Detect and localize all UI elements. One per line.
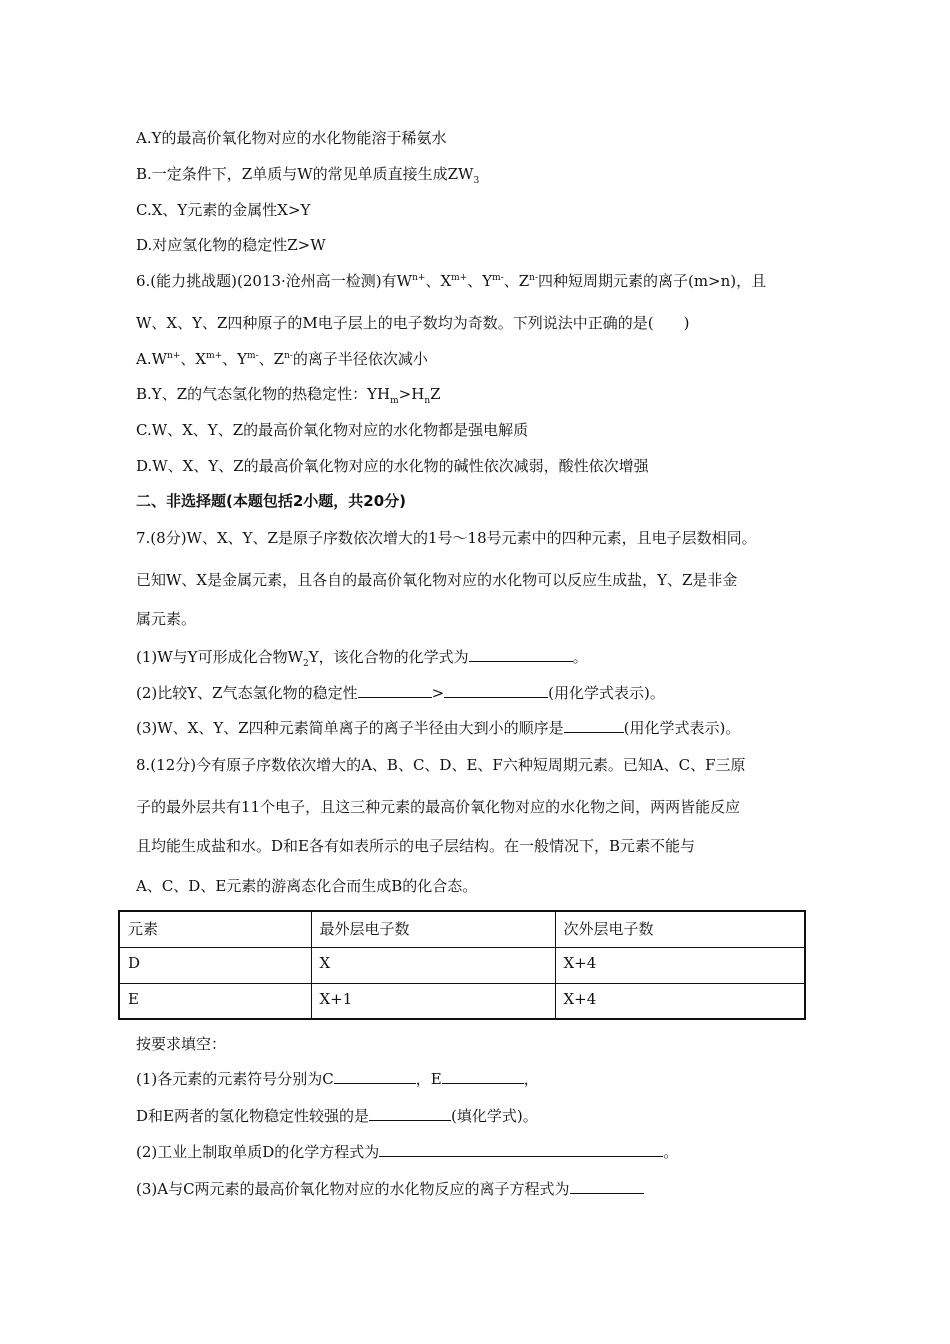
table-header-cell: 元素 [119, 911, 311, 947]
q7p2-text-3: (用化学式表示)。 [548, 684, 665, 702]
q8p1-answer-blank-e[interactable] [442, 1069, 524, 1084]
q6b-sub-2: n [424, 396, 431, 406]
q7p1-text-1: (1)W与Y可形成化合物W [136, 648, 303, 666]
q8-part-1 [136, 1069, 539, 1089]
q8p1-text-2: ，E [415, 1070, 442, 1088]
q6-stem-line2: W、X、Y、Z四种原子的M电子层上的电子数均为奇数。下列说法中正确的是( ) [136, 314, 690, 332]
q6b-text-2: >H [398, 385, 425, 403]
q8p1-text-1: (1)各元素的元素符号分别为C [136, 1070, 334, 1088]
q5-option-d: D.对应氢化物的稳定性Z>W [136, 236, 326, 254]
q5-option-b [136, 164, 479, 184]
table-row [119, 983, 805, 1019]
q7-stem-line1: 7.(8分)W、X、Y、Z是原子序数依次增大的1号～18号元素中的四种元素，且电子层数相同。 [136, 529, 757, 547]
q8-part-3 [136, 1179, 644, 1199]
q6a-text-5: 的离子半径依次减小 [292, 350, 428, 368]
q5-option-a: A.Y的最高价氧化物对应的水化物能溶于稀氨水 [136, 129, 447, 147]
q8-stem-line2: 子的最外层共有11个电子，且这三种元素的最高价氧化物对应的水化物之间，两两皆能反应 [136, 798, 741, 816]
q7p3-text-1: (3)W、X、Y、Z四种元素简单离子的离子半径由大到小的顺序是 [136, 719, 564, 737]
table-header-cell: 次外层电子数 [555, 911, 805, 947]
q6a-sup-3: m- [247, 351, 259, 361]
q6-sup-4: n- [529, 273, 538, 283]
q5-option-b-subscript: 3 [473, 176, 480, 186]
q7-stem-line2: 已知W、X是金属元素，且各自的最高价氧化物对应的水化物可以反应生成盐，Y、Z是非金 [136, 571, 738, 589]
q7p3-text-2: (用化学式表示)。 [623, 719, 741, 737]
q6a-sup-1: n+ [167, 351, 181, 361]
q7p2-text-1: (2)比较Y、Z气态氢化物的稳定性 [136, 684, 358, 702]
q5-option-c: C.X、Y元素的金属性X>Y [136, 201, 311, 219]
table-cell: E [119, 983, 311, 1019]
q8p3-text-1: (3)A与C两元素的最高价氧化物对应的水化物反应的离子方程式为 [136, 1180, 570, 1198]
q6-sup-2: m+ [451, 273, 468, 283]
q6a-text-4: 、Z [258, 350, 285, 368]
q8p1d-answer-blank[interactable] [369, 1106, 451, 1121]
q7-part-2 [136, 683, 665, 703]
table-cell: X [311, 947, 555, 983]
q6a-text-2: 、X [180, 350, 207, 368]
q8p2-answer-blank[interactable] [379, 1142, 663, 1157]
q8p1d-text-2: (填化学式)。 [450, 1107, 538, 1125]
table-header-row [119, 911, 805, 947]
q6a-text-3: 、Y [222, 350, 248, 368]
q7p3-answer-blank[interactable] [564, 718, 624, 733]
q7-part-1 [136, 647, 588, 667]
q8-part-2 [136, 1142, 678, 1162]
q5-option-b-text: B.一定条件下，Z单质与W的常见单质直接生成ZW [136, 165, 474, 183]
q8p2-text-2: 。 [663, 1143, 679, 1161]
q7-stem-line3: 属元素。 [136, 610, 197, 628]
q8p1-answer-blank-c[interactable] [334, 1069, 416, 1084]
q8p3-answer-blank[interactable] [570, 1179, 644, 1194]
q6-option-a [136, 349, 428, 369]
q8-stem-line1: 8.(12分)今有原子序数依次增大的A、B、C、D、E、F六种短周期元素。已知A、C、F三原 [136, 756, 746, 774]
q7p2-answer-blank-2[interactable] [444, 683, 548, 698]
q7p1-text-3: 。 [572, 648, 588, 666]
q7p1-sub: 2 [303, 659, 309, 669]
q6-text-4: 、Z [503, 272, 530, 290]
q7p1-answer-blank[interactable] [469, 647, 573, 662]
q6-text-3: 、Y [467, 272, 493, 290]
q8p1d-text-1: D和E两者的氢化物稳定性较强的是 [136, 1107, 369, 1125]
q6-text-1: 6.(能力挑战题)(2013·沧州高一检测)有W [136, 272, 413, 290]
q7p2-answer-blank-1[interactable] [358, 683, 432, 698]
q8-part-1-cont [136, 1106, 538, 1126]
q8p1-text-3: ， [523, 1070, 539, 1088]
q6-text-5: 四种短周期元素的离子(m>n)，且 [537, 272, 767, 290]
q6a-sup-4: n- [284, 351, 293, 361]
q6-text-2: 、X [425, 272, 452, 290]
q6-sup-3: m- [492, 273, 504, 283]
electron-shell-table [118, 910, 806, 1020]
table-row [119, 947, 805, 983]
table-header-cell: 最外层电子数 [311, 911, 555, 947]
q6-option-b [136, 384, 441, 404]
q6-option-c: C.W、X、Y、Z的最高价氧化物对应的水化物都是强电解质 [136, 421, 529, 439]
table-cell: X+4 [555, 947, 805, 983]
q6-sup-1: n+ [412, 273, 426, 283]
q6b-text-1: B.Y、Z的气态氢化物的热稳定性：YH [136, 385, 391, 403]
q6a-sup-2: m+ [206, 351, 223, 361]
q6-option-d: D.W、X、Y、Z的最高价氧化物对应的水化物的碱性依次减弱，酸性依次增强 [136, 457, 649, 475]
table-cell: X+4 [555, 983, 805, 1019]
table-cell: X+1 [311, 983, 555, 1019]
q8-fill-instruction: 按要求填空： [136, 1035, 227, 1053]
q6b-text-3: Z [430, 385, 441, 403]
q7p1-text-2: Y，该化合物的化学式为 [308, 648, 469, 666]
q7-part-3 [136, 718, 740, 738]
q8-stem-line4: A、C、D、E元素的游离态化合而生成B的化合态。 [136, 877, 478, 895]
q6a-text-1: A.W [136, 350, 168, 368]
q8p2-text-1: (2)工业上制取单质D的化学方程式为 [136, 1143, 380, 1161]
section-2-title: 二、非选择题(本题包括2小题，共20分) [136, 492, 407, 510]
table-cell: D [119, 947, 311, 983]
q8-stem-line3: 且均能生成盐和水。D和E各有如表所示的电子层结构。在一般情况下，B元素不能与 [136, 837, 696, 855]
q7p2-text-2: > [431, 684, 445, 702]
q6-stem-line1 [136, 271, 766, 291]
q6b-sub-1: m [390, 396, 399, 406]
